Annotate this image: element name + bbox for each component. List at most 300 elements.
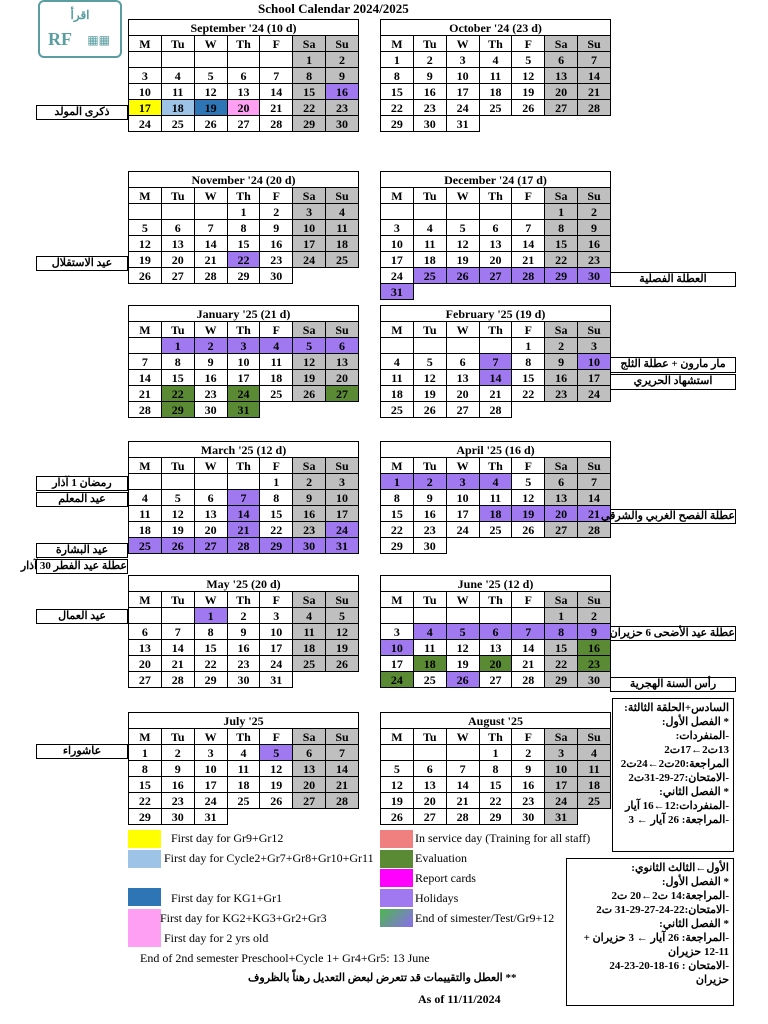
day-cell[interactable]: 2	[161, 745, 194, 761]
day-cell[interactable]: 29	[260, 538, 293, 554]
day-cell[interactable]: 3	[194, 745, 227, 761]
day-cell[interactable]: 22	[161, 386, 194, 402]
day-cell[interactable]: 25	[260, 386, 293, 402]
day-cell[interactable]: 15	[194, 640, 227, 656]
day-cell[interactable]: 5	[326, 608, 359, 624]
day-cell[interactable]: 6	[161, 220, 194, 236]
day-cell[interactable]: 21	[446, 793, 479, 809]
day-cell[interactable]: 14	[129, 370, 162, 386]
day-cell[interactable]: 20	[545, 84, 578, 100]
day-cell[interactable]: 13	[545, 490, 578, 506]
day-cell[interactable]: 25	[129, 538, 162, 554]
day-cell[interactable]: 13	[479, 236, 512, 252]
day-cell[interactable]: 25	[381, 402, 414, 418]
day-cell[interactable]: 4	[479, 474, 512, 490]
day-cell[interactable]: 29	[227, 268, 260, 284]
day-cell[interactable]: 24	[326, 522, 359, 538]
day-cell[interactable]: 5	[413, 354, 446, 370]
day-cell[interactable]: 10	[227, 354, 260, 370]
day-cell[interactable]: 18	[129, 522, 162, 538]
day-cell[interactable]: 22	[227, 252, 260, 268]
day-cell[interactable]: 12	[129, 236, 162, 252]
day-cell[interactable]: 26	[446, 268, 479, 284]
day-cell[interactable]: 18	[413, 252, 446, 268]
day-cell[interactable]: 13	[227, 84, 260, 100]
day-cell[interactable]: 22	[479, 793, 512, 809]
day-cell[interactable]: 30	[260, 268, 293, 284]
day-cell[interactable]: 29	[545, 268, 578, 284]
day-cell[interactable]: 19	[161, 522, 194, 538]
day-cell[interactable]: 16	[413, 84, 446, 100]
day-cell[interactable]: 2	[545, 338, 578, 354]
day-cell[interactable]: 11	[578, 761, 611, 777]
day-cell[interactable]: 7	[512, 220, 545, 236]
day-cell[interactable]: 24	[293, 252, 326, 268]
day-cell[interactable]: 5	[512, 474, 545, 490]
day-cell[interactable]: 10	[381, 640, 414, 656]
day-cell[interactable]: 30	[413, 116, 446, 132]
day-cell[interactable]: 20	[227, 100, 260, 116]
day-cell[interactable]: 23	[413, 522, 446, 538]
day-cell[interactable]: 31	[227, 402, 260, 418]
day-cell[interactable]: 15	[479, 777, 512, 793]
day-cell[interactable]: 3	[260, 608, 293, 624]
day-cell[interactable]: 19	[446, 656, 479, 672]
day-cell[interactable]: 28	[512, 672, 545, 688]
day-cell[interactable]: 22	[293, 100, 326, 116]
day-cell[interactable]: 3	[381, 624, 414, 640]
day-cell[interactable]: 1	[260, 474, 293, 490]
day-cell[interactable]: 23	[260, 252, 293, 268]
day-cell[interactable]: 31	[446, 116, 479, 132]
day-cell[interactable]: 17	[227, 370, 260, 386]
day-cell[interactable]: 18	[413, 656, 446, 672]
day-cell[interactable]: 8	[479, 761, 512, 777]
day-cell[interactable]: 17	[381, 252, 414, 268]
day-cell[interactable]: 7	[161, 624, 194, 640]
day-cell[interactable]: 17	[194, 777, 227, 793]
day-cell[interactable]: 20	[293, 777, 326, 793]
day-cell[interactable]: 7	[479, 354, 512, 370]
day-cell[interactable]: 30	[227, 672, 260, 688]
day-cell[interactable]: 1	[545, 608, 578, 624]
day-cell[interactable]: 9	[260, 220, 293, 236]
day-cell[interactable]: 18	[326, 236, 359, 252]
day-cell[interactable]: 9	[578, 624, 611, 640]
day-cell[interactable]: 1	[194, 608, 227, 624]
day-cell[interactable]: 11	[129, 506, 162, 522]
day-cell[interactable]: 17	[293, 236, 326, 252]
day-cell[interactable]: 7	[260, 68, 293, 84]
day-cell[interactable]: 7	[129, 354, 162, 370]
day-cell[interactable]: 12	[446, 236, 479, 252]
day-cell[interactable]: 6	[413, 761, 446, 777]
day-cell[interactable]: 2	[260, 204, 293, 220]
day-cell[interactable]: 4	[129, 490, 162, 506]
day-cell[interactable]: 8	[381, 68, 414, 84]
day-cell[interactable]: 8	[161, 354, 194, 370]
day-cell[interactable]: 8	[293, 68, 326, 84]
day-cell[interactable]: 5	[260, 745, 293, 761]
day-cell[interactable]: 27	[293, 793, 326, 809]
day-cell[interactable]: 1	[161, 338, 194, 354]
day-cell[interactable]: 24	[381, 268, 414, 284]
day-cell[interactable]: 12	[293, 354, 326, 370]
day-cell[interactable]: 20	[413, 793, 446, 809]
day-cell[interactable]: 5	[129, 220, 162, 236]
day-cell[interactable]: 12	[446, 640, 479, 656]
day-cell[interactable]: 19	[446, 252, 479, 268]
day-cell[interactable]: 28	[227, 538, 260, 554]
day-cell[interactable]: 17	[260, 640, 293, 656]
day-cell[interactable]: 29	[194, 672, 227, 688]
day-cell[interactable]: 28	[260, 116, 293, 132]
day-cell[interactable]: 17	[326, 506, 359, 522]
day-cell[interactable]: 16	[194, 370, 227, 386]
day-cell[interactable]: 27	[194, 538, 227, 554]
day-cell[interactable]: 28	[194, 268, 227, 284]
day-cell[interactable]: 3	[545, 745, 578, 761]
day-cell[interactable]: 8	[512, 354, 545, 370]
day-cell[interactable]: 15	[260, 506, 293, 522]
day-cell[interactable]: 26	[512, 522, 545, 538]
day-cell[interactable]: 25	[413, 268, 446, 284]
day-cell[interactable]: 18	[578, 777, 611, 793]
day-cell[interactable]: 29	[381, 116, 414, 132]
day-cell[interactable]: 14	[578, 490, 611, 506]
day-cell[interactable]: 12	[161, 506, 194, 522]
day-cell[interactable]: 2	[413, 52, 446, 68]
day-cell[interactable]: 4	[260, 338, 293, 354]
day-cell[interactable]: 5	[446, 220, 479, 236]
day-cell[interactable]: 17	[446, 506, 479, 522]
day-cell[interactable]: 23	[326, 100, 359, 116]
day-cell[interactable]: 18	[479, 84, 512, 100]
day-cell[interactable]: 13	[545, 68, 578, 84]
day-cell[interactable]: 10	[326, 490, 359, 506]
day-cell[interactable]: 14	[479, 370, 512, 386]
day-cell[interactable]: 16	[512, 777, 545, 793]
day-cell[interactable]: 2	[326, 52, 359, 68]
day-cell[interactable]: 19	[129, 252, 162, 268]
day-cell[interactable]: 12	[326, 624, 359, 640]
day-cell[interactable]: 19	[293, 370, 326, 386]
day-cell[interactable]: 15	[161, 370, 194, 386]
day-cell[interactable]: 4	[578, 745, 611, 761]
day-cell[interactable]: 4	[381, 354, 414, 370]
day-cell[interactable]: 19	[512, 506, 545, 522]
day-cell[interactable]: 25	[326, 252, 359, 268]
day-cell[interactable]: 4	[413, 220, 446, 236]
day-cell[interactable]: 8	[545, 624, 578, 640]
day-cell[interactable]: 30	[326, 116, 359, 132]
day-cell[interactable]: 17	[446, 84, 479, 100]
day-cell[interactable]: 16	[161, 777, 194, 793]
day-cell[interactable]: 28	[512, 268, 545, 284]
day-cell[interactable]: 6	[227, 68, 260, 84]
day-cell[interactable]: 21	[512, 656, 545, 672]
day-cell[interactable]: 11	[326, 220, 359, 236]
day-cell[interactable]: 13	[293, 761, 326, 777]
day-cell[interactable]: 2	[413, 474, 446, 490]
day-cell[interactable]: 12	[413, 370, 446, 386]
day-cell[interactable]: 23	[161, 793, 194, 809]
day-cell[interactable]: 7	[578, 52, 611, 68]
day-cell[interactable]: 19	[381, 793, 414, 809]
day-cell[interactable]: 6	[479, 220, 512, 236]
day-cell[interactable]: 9	[413, 68, 446, 84]
day-cell[interactable]: 25	[227, 793, 260, 809]
day-cell[interactable]: 22	[194, 656, 227, 672]
day-cell[interactable]: 15	[545, 236, 578, 252]
day-cell[interactable]: 20	[194, 522, 227, 538]
day-cell[interactable]: 10	[578, 354, 611, 370]
day-cell[interactable]: 1	[381, 474, 414, 490]
day-cell[interactable]: 16	[227, 640, 260, 656]
day-cell[interactable]: 28	[578, 100, 611, 116]
day-cell[interactable]: 1	[293, 52, 326, 68]
day-cell[interactable]: 27	[446, 402, 479, 418]
day-cell[interactable]: 3	[446, 52, 479, 68]
day-cell[interactable]: 14	[161, 640, 194, 656]
day-cell[interactable]: 5	[512, 52, 545, 68]
day-cell[interactable]: 22	[512, 386, 545, 402]
day-cell[interactable]: 18	[293, 640, 326, 656]
day-cell[interactable]: 13	[479, 640, 512, 656]
day-cell[interactable]: 16	[326, 84, 359, 100]
day-cell[interactable]: 28	[326, 793, 359, 809]
day-cell[interactable]: 3	[129, 68, 162, 84]
day-cell[interactable]: 10	[446, 68, 479, 84]
day-cell[interactable]: 3	[293, 204, 326, 220]
day-cell[interactable]: 23	[413, 100, 446, 116]
day-cell[interactable]: 23	[227, 656, 260, 672]
day-cell[interactable]: 23	[545, 386, 578, 402]
day-cell[interactable]: 9	[194, 354, 227, 370]
day-cell[interactable]: 30	[161, 809, 194, 825]
day-cell[interactable]: 5	[194, 68, 227, 84]
day-cell[interactable]: 22	[381, 100, 414, 116]
day-cell[interactable]: 26	[326, 656, 359, 672]
day-cell[interactable]: 7	[512, 624, 545, 640]
day-cell[interactable]: 3	[227, 338, 260, 354]
day-cell[interactable]: 5	[381, 761, 414, 777]
day-cell[interactable]: 30	[578, 672, 611, 688]
day-cell[interactable]: 4	[479, 52, 512, 68]
day-cell[interactable]: 11	[293, 624, 326, 640]
day-cell[interactable]: 15	[512, 370, 545, 386]
day-cell[interactable]: 29	[381, 538, 414, 554]
day-cell[interactable]: 3	[381, 220, 414, 236]
day-cell[interactable]: 21	[194, 252, 227, 268]
day-cell[interactable]: 11	[161, 84, 194, 100]
day-cell[interactable]: 18	[227, 777, 260, 793]
day-cell[interactable]: 12	[512, 68, 545, 84]
day-cell[interactable]: 9	[545, 354, 578, 370]
day-cell[interactable]: 21	[512, 252, 545, 268]
day-cell[interactable]: 30	[578, 268, 611, 284]
day-cell[interactable]: 9	[512, 761, 545, 777]
day-cell[interactable]: 8	[194, 624, 227, 640]
day-cell[interactable]: 22	[545, 252, 578, 268]
day-cell[interactable]: 27	[129, 672, 162, 688]
day-cell[interactable]: 26	[413, 402, 446, 418]
day-cell[interactable]: 15	[129, 777, 162, 793]
day-cell[interactable]: 16	[578, 236, 611, 252]
day-cell[interactable]: 23	[578, 656, 611, 672]
day-cell[interactable]: 1	[129, 745, 162, 761]
day-cell[interactable]: 26	[446, 672, 479, 688]
day-cell[interactable]: 6	[545, 474, 578, 490]
day-cell[interactable]: 29	[545, 672, 578, 688]
day-cell[interactable]: 22	[381, 522, 414, 538]
day-cell[interactable]: 4	[413, 624, 446, 640]
day-cell[interactable]: 21	[578, 506, 611, 522]
day-cell[interactable]: 5	[446, 624, 479, 640]
day-cell[interactable]: 9	[227, 624, 260, 640]
day-cell[interactable]: 25	[578, 793, 611, 809]
day-cell[interactable]: 14	[227, 506, 260, 522]
day-cell[interactable]: 10	[381, 236, 414, 252]
day-cell[interactable]: 25	[479, 522, 512, 538]
day-cell[interactable]: 26	[293, 386, 326, 402]
day-cell[interactable]: 12	[381, 777, 414, 793]
day-cell[interactable]: 4	[326, 204, 359, 220]
day-cell[interactable]: 7	[578, 474, 611, 490]
day-cell[interactable]: 11	[381, 370, 414, 386]
day-cell[interactable]: 13	[161, 236, 194, 252]
day-cell[interactable]: 17	[129, 100, 162, 116]
day-cell[interactable]: 16	[293, 506, 326, 522]
day-cell[interactable]: 26	[512, 100, 545, 116]
day-cell[interactable]: 15	[293, 84, 326, 100]
day-cell[interactable]: 13	[194, 506, 227, 522]
day-cell[interactable]: 5	[293, 338, 326, 354]
day-cell[interactable]: 9	[326, 68, 359, 84]
day-cell[interactable]: 19	[512, 84, 545, 100]
day-cell[interactable]: 8	[381, 490, 414, 506]
day-cell[interactable]: 11	[227, 761, 260, 777]
day-cell[interactable]: 26	[260, 793, 293, 809]
day-cell[interactable]: 27	[479, 672, 512, 688]
day-cell[interactable]: 11	[413, 236, 446, 252]
day-cell[interactable]: 26	[161, 538, 194, 554]
day-cell[interactable]: 13	[446, 370, 479, 386]
day-cell[interactable]: 24	[227, 386, 260, 402]
day-cell[interactable]: 11	[479, 68, 512, 84]
day-cell[interactable]: 20	[479, 656, 512, 672]
day-cell[interactable]: 10	[129, 84, 162, 100]
day-cell[interactable]: 1	[381, 52, 414, 68]
day-cell[interactable]: 7	[227, 490, 260, 506]
day-cell[interactable]: 20	[129, 656, 162, 672]
day-cell[interactable]: 10	[545, 761, 578, 777]
day-cell[interactable]: 1	[545, 204, 578, 220]
day-cell[interactable]: 24	[578, 386, 611, 402]
day-cell[interactable]: 30	[194, 402, 227, 418]
day-cell[interactable]: 22	[129, 793, 162, 809]
day-cell[interactable]: 21	[326, 777, 359, 793]
day-cell[interactable]: 26	[129, 268, 162, 284]
day-cell[interactable]: 28	[129, 402, 162, 418]
day-cell[interactable]: 14	[512, 640, 545, 656]
day-cell[interactable]: 15	[381, 506, 414, 522]
day-cell[interactable]: 9	[161, 761, 194, 777]
day-cell[interactable]: 14	[446, 777, 479, 793]
day-cell[interactable]: 10	[260, 624, 293, 640]
day-cell[interactable]: 7	[326, 745, 359, 761]
day-cell[interactable]: 30	[512, 809, 545, 825]
day-cell[interactable]: 20	[326, 370, 359, 386]
day-cell[interactable]: 20	[446, 386, 479, 402]
day-cell[interactable]: 11	[260, 354, 293, 370]
day-cell[interactable]: 28	[161, 672, 194, 688]
day-cell[interactable]: 6	[293, 745, 326, 761]
day-cell[interactable]: 24	[129, 116, 162, 132]
day-cell[interactable]: 1	[512, 338, 545, 354]
day-cell[interactable]: 14	[260, 84, 293, 100]
day-cell[interactable]: 26	[194, 116, 227, 132]
day-cell[interactable]: 16	[578, 640, 611, 656]
day-cell[interactable]: 18	[479, 506, 512, 522]
day-cell[interactable]: 5	[161, 490, 194, 506]
day-cell[interactable]: 2	[194, 338, 227, 354]
day-cell[interactable]: 20	[545, 506, 578, 522]
day-cell[interactable]: 27	[413, 809, 446, 825]
day-cell[interactable]: 18	[161, 100, 194, 116]
day-cell[interactable]: 24	[381, 672, 414, 688]
day-cell[interactable]: 14	[194, 236, 227, 252]
day-cell[interactable]: 17	[578, 370, 611, 386]
day-cell[interactable]: 6	[194, 490, 227, 506]
day-cell[interactable]: 14	[326, 761, 359, 777]
day-cell[interactable]: 8	[227, 220, 260, 236]
day-cell[interactable]: 6	[446, 354, 479, 370]
day-cell[interactable]: 24	[194, 793, 227, 809]
day-cell[interactable]: 29	[479, 809, 512, 825]
day-cell[interactable]: 31	[194, 809, 227, 825]
day-cell[interactable]: 28	[446, 809, 479, 825]
day-cell[interactable]: 10	[446, 490, 479, 506]
day-cell[interactable]: 24	[446, 100, 479, 116]
day-cell[interactable]: 6	[479, 624, 512, 640]
day-cell[interactable]: 27	[479, 268, 512, 284]
day-cell[interactable]: 7	[194, 220, 227, 236]
day-cell[interactable]: 19	[260, 777, 293, 793]
day-cell[interactable]: 4	[293, 608, 326, 624]
day-cell[interactable]: 28	[479, 402, 512, 418]
day-cell[interactable]: 30	[293, 538, 326, 554]
day-cell[interactable]: 30	[413, 538, 446, 554]
day-cell[interactable]: 31	[260, 672, 293, 688]
day-cell[interactable]: 10	[194, 761, 227, 777]
day-cell[interactable]: 6	[326, 338, 359, 354]
day-cell[interactable]: 25	[413, 672, 446, 688]
day-cell[interactable]: 12	[260, 761, 293, 777]
day-cell[interactable]: 23	[194, 386, 227, 402]
day-cell[interactable]: 22	[260, 522, 293, 538]
day-cell[interactable]: 6	[129, 624, 162, 640]
day-cell[interactable]: 9	[413, 490, 446, 506]
day-cell[interactable]: 3	[446, 474, 479, 490]
day-cell[interactable]: 21	[260, 100, 293, 116]
day-cell[interactable]: 19	[326, 640, 359, 656]
day-cell[interactable]: 24	[260, 656, 293, 672]
day-cell[interactable]: 23	[578, 252, 611, 268]
day-cell[interactable]: 9	[578, 220, 611, 236]
day-cell[interactable]: 1	[227, 204, 260, 220]
day-cell[interactable]: 27	[227, 116, 260, 132]
